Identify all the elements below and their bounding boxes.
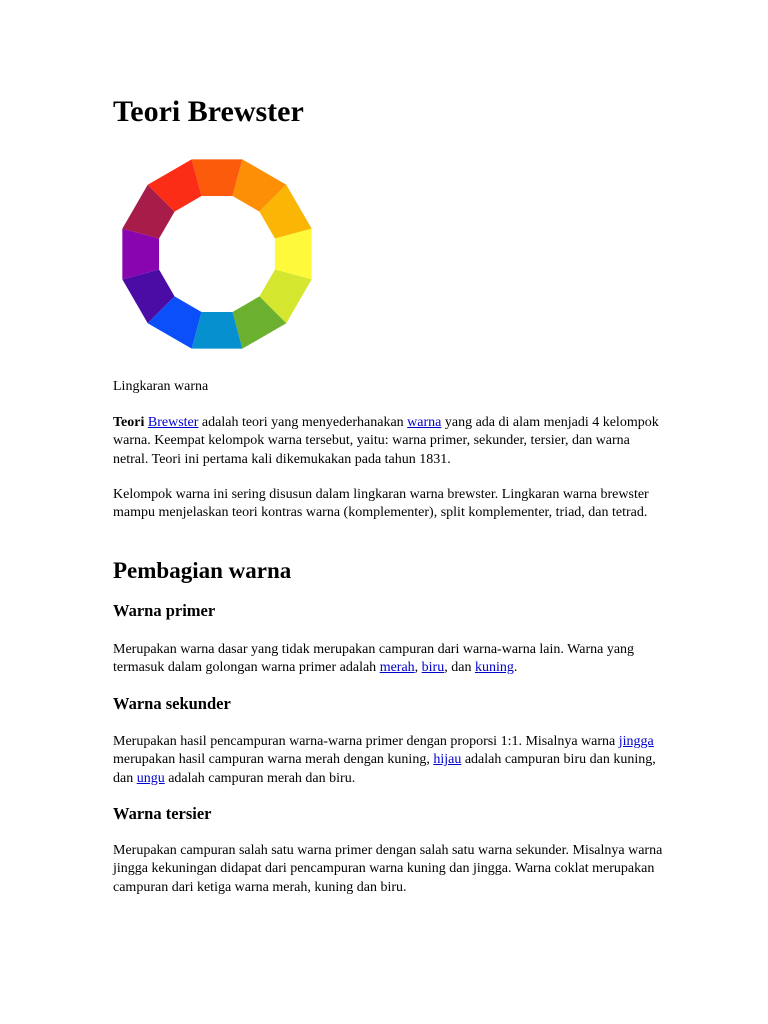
link-hijau[interactable]: hijau [433, 752, 462, 768]
brewster-wheel-paragraph: Kelompok warna ini sering disusun dalam lingkaran warna brewster. Lingkaran warna brewster mampu menjelaskan teori kontras warna (komplementer), split komplementer, triad, dan tetrad. [113, 487, 649, 521]
primer-sep-1: , [414, 660, 419, 676]
sekunder-text-2: merupakan hasil campuran warna merah dengan kuning, [113, 752, 430, 768]
section-heading-pembagian: Pembagian warna [113, 558, 292, 583]
sekunder-paragraph [113, 733, 663, 788]
link-merah[interactable]: merah [379, 660, 415, 676]
link-warna[interactable]: warna [407, 415, 442, 430]
link-jingga[interactable]: jingga [618, 734, 654, 749]
page-title: Teori Brewster [113, 95, 304, 128]
link-ungu[interactable]: ungu [136, 770, 165, 786]
intro-text-2: yang ada di alam menjadi 4 kelompok warna. Keempat kelompok warna tersebut, yaitu: warna primer, sekunder, tersier, dan warna netral. Teori ini pertama kali dikemukakan pada tahun 1831. [113, 415, 659, 467]
tersier-paragraph: Merupakan campuran salah satu warna primer dengan salah satu warna sekunder. Misalnya warna jingga kekuningan didapat dari pencampuran warna kuning dan jingga. Warna coklat merupakan campuran dari ketiga warna merah, kuning dan biru. [113, 843, 663, 895]
sekunder-text-1: Merupakan hasil pencampuran warna-warna primer dengan proporsi 1:1. Misalnya warna [113, 734, 616, 749]
primer-text: Merupakan warna dasar yang tidak merupakan campuran dari warna-warna lain. Warna yang termasuk dalam golongan warna primer adalah [113, 642, 635, 676]
color-wheel-image [117, 152, 317, 356]
heading-warna-tersier: Warna tersier [113, 804, 212, 823]
primer-paragraph [113, 641, 663, 678]
link-kuning[interactable]: kuning [474, 660, 514, 676]
link-biru[interactable]: biru [421, 660, 445, 676]
primer-sep-2: , dan [444, 660, 472, 676]
heading-warna-sekunder: Warna sekunder [113, 694, 231, 713]
sekunder-text-4: adalah campuran merah dan biru. [168, 770, 356, 786]
intro-bold-term: Teori [113, 415, 145, 430]
color-wheel-segments [122, 159, 311, 348]
image-caption: Lingkaran warna [113, 379, 209, 394]
intro-text-1: adalah teori yang menyederhanakan [201, 415, 404, 430]
heading-warna-primer: Warna primer [113, 601, 216, 620]
link-brewster[interactable]: Brewster [147, 415, 199, 430]
intro-paragraph [113, 414, 663, 469]
sekunder-text-3: adalah campuran biru dan kuning, dan [113, 752, 656, 786]
primer-end: . [513, 660, 518, 676]
